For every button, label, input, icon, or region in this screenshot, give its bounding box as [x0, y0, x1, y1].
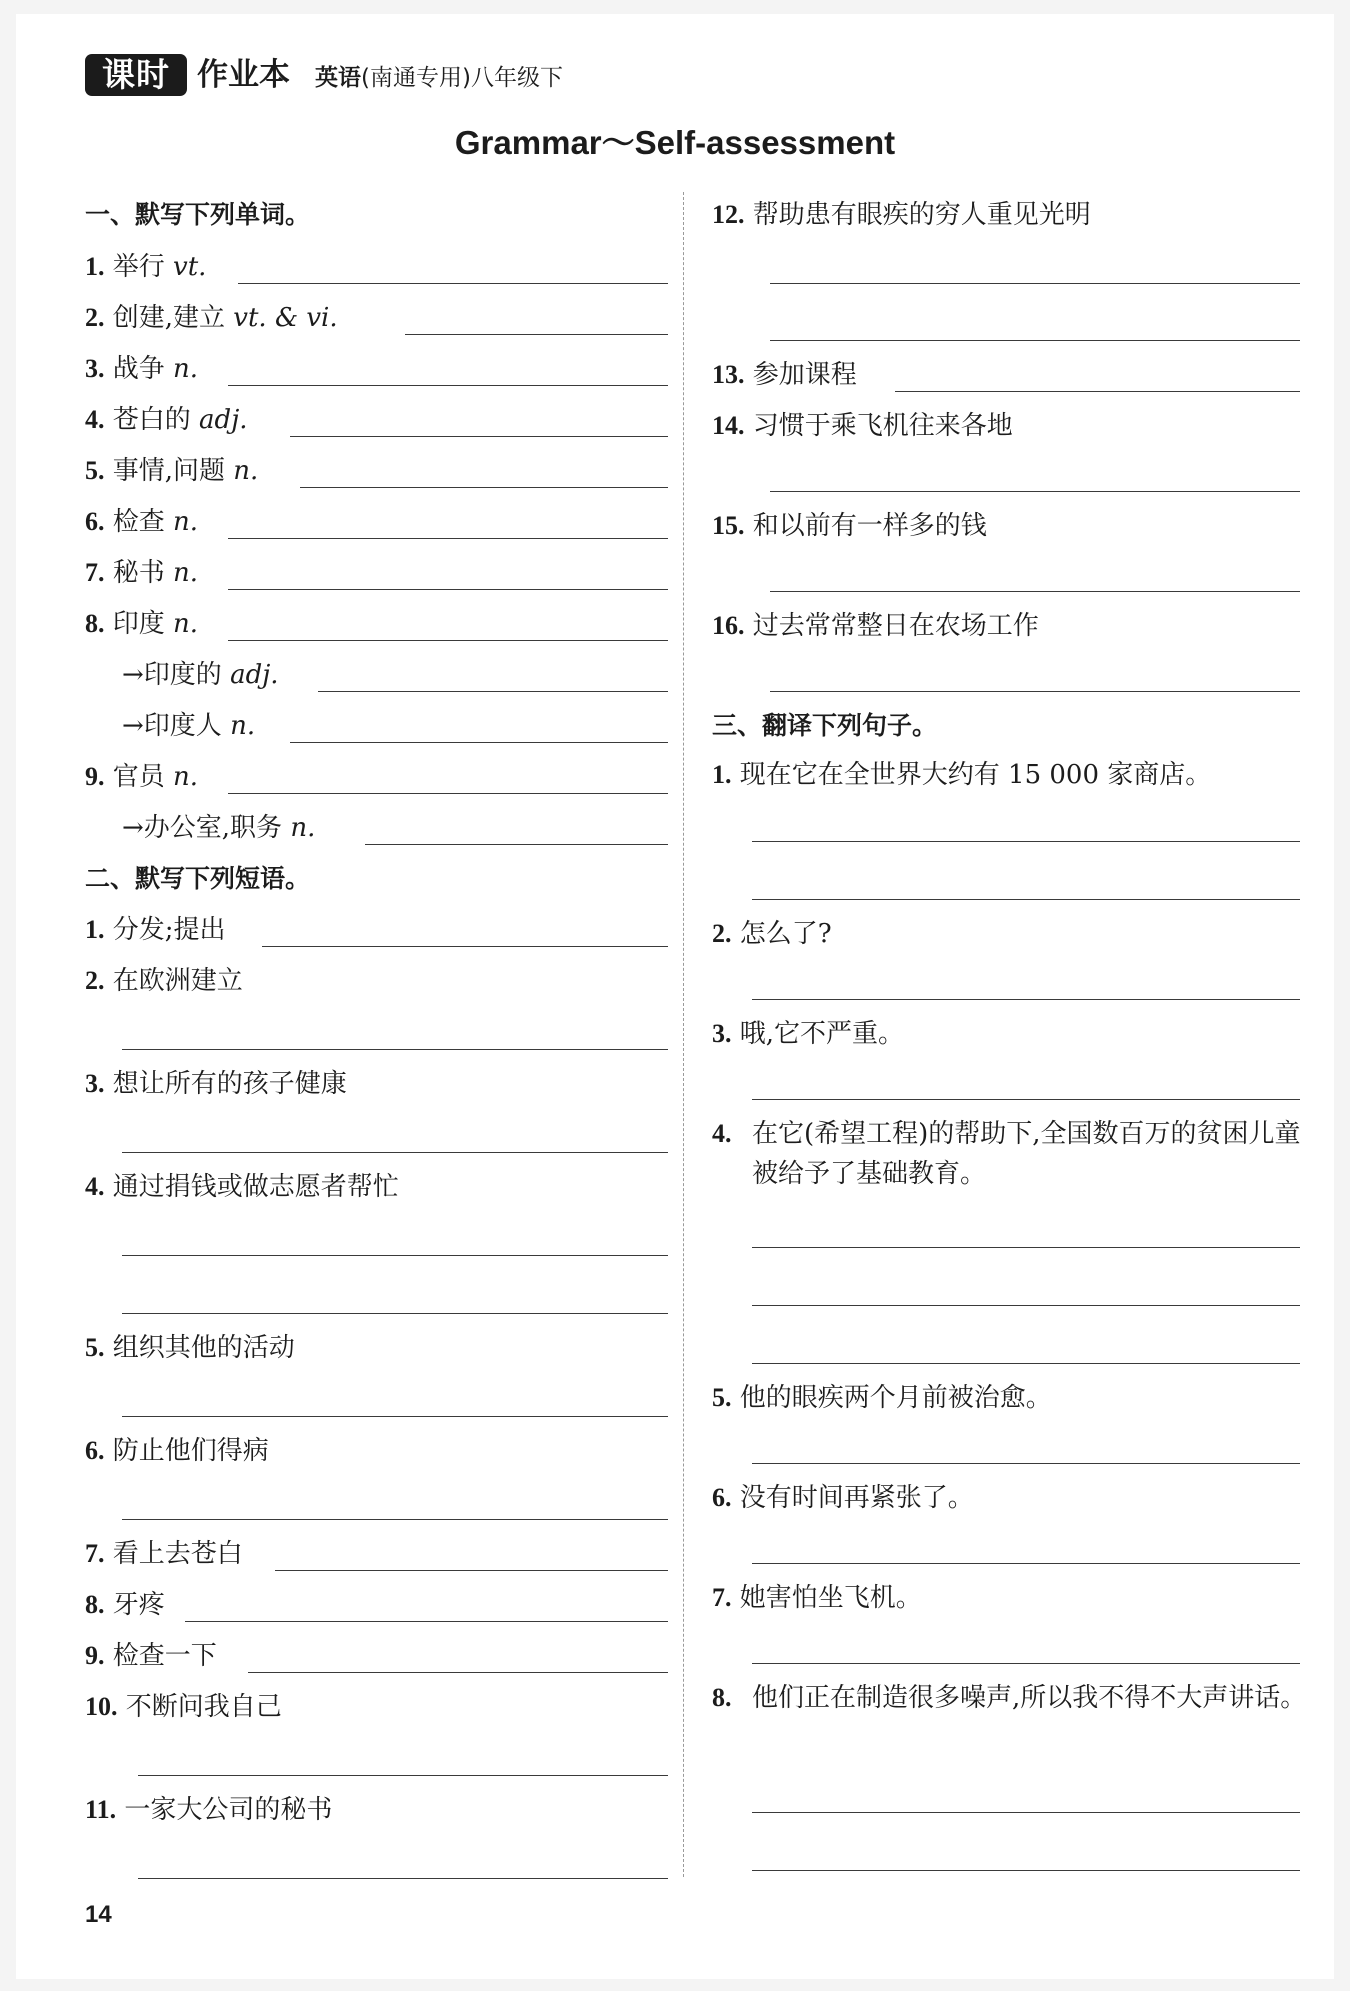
answer-blank[interactable]: [770, 283, 1300, 284]
item-prompt: 印度: [112, 609, 165, 639]
item-prompt: 他的眼疾两个月前被治愈。: [739, 1383, 1052, 1413]
item-prompt: 在它(希望工程)的帮助下,全国数百万的贫困儿童被给予了基础教育。: [752, 1119, 1301, 1189]
answer-blank[interactable]: [300, 487, 668, 488]
answer-blank[interactable]: [275, 1570, 668, 1571]
item-prompt: 习惯于乘飞机往来各地: [752, 411, 1013, 441]
answer-blank[interactable]: [770, 340, 1300, 341]
answer-blank[interactable]: [262, 946, 668, 947]
item-number: 1.: [85, 915, 105, 944]
item-number: 1.: [85, 252, 105, 281]
answer-blank[interactable]: [238, 283, 668, 284]
answer-blank[interactable]: [752, 1305, 1300, 1306]
item-prompt: 印度人: [143, 711, 222, 741]
item-number: 13.: [712, 360, 745, 389]
sentence-item: [712, 1114, 1350, 1194]
item-prompt: 防止他们得病: [112, 1436, 269, 1466]
part-of-speech: n.: [173, 762, 199, 792]
phrase-item: [85, 1687, 282, 1727]
word-derivative-item: [122, 706, 255, 746]
answer-blank[interactable]: [318, 691, 668, 692]
item-number: 2.: [712, 919, 732, 948]
answer-blank[interactable]: [752, 1663, 1300, 1664]
phrase-item: [85, 961, 243, 1001]
item-prompt: 举行: [112, 252, 165, 282]
section-heading-sentences: 三、翻译下列句子。: [712, 711, 938, 740]
sentence-item: [712, 1478, 974, 1518]
book-name: 作业本: [197, 57, 290, 93]
part-of-speech: n.: [290, 813, 316, 843]
phrase-item: [85, 1790, 332, 1830]
answer-blank[interactable]: [138, 1878, 668, 1879]
item-prompt: 牙疼: [112, 1590, 165, 1620]
grade-label: 八年级下: [470, 65, 563, 91]
item-prompt: 战争: [112, 354, 165, 384]
item-prompt: 怎么了?: [739, 919, 832, 949]
word-item: [85, 298, 338, 338]
item-number: 6.: [85, 507, 105, 536]
item-prompt: 组织其他的活动: [112, 1333, 295, 1363]
answer-blank[interactable]: [228, 589, 668, 590]
answer-blank[interactable]: [122, 1255, 668, 1256]
item-number: 7.: [85, 1539, 105, 1568]
answer-blank[interactable]: [290, 436, 668, 437]
item-prompt: 过去常常整日在农场工作: [752, 611, 1039, 641]
answer-blank[interactable]: [228, 385, 668, 386]
answer-blank[interactable]: [138, 1775, 668, 1776]
answer-blank[interactable]: [752, 1812, 1300, 1813]
item-prompt: 创建,建立: [112, 303, 226, 333]
item-number: 2.: [85, 966, 105, 995]
item-number: 5.: [85, 1333, 105, 1362]
answer-blank[interactable]: [752, 1247, 1300, 1248]
item-prompt: 想让所有的孩子健康: [112, 1069, 347, 1099]
answer-blank[interactable]: [228, 538, 668, 539]
answer-blank[interactable]: [770, 591, 1300, 592]
item-number: 9.: [85, 762, 105, 791]
word-item: [85, 757, 198, 797]
item-number: 1.: [712, 760, 732, 789]
arrow-icon: →: [122, 813, 144, 843]
item-number: 8.: [85, 609, 105, 638]
item-prompt: 检查一下: [112, 1641, 217, 1671]
page-number: 14: [85, 1901, 112, 1928]
phrase-item: [712, 606, 1039, 646]
item-prompt: 苍白的: [112, 405, 191, 435]
answer-blank[interactable]: [290, 742, 668, 743]
answer-blank[interactable]: [752, 1870, 1300, 1871]
word-derivative-item: [122, 808, 315, 848]
item-prompt: 官员: [112, 762, 165, 792]
arrow-icon: →: [122, 711, 144, 741]
answer-blank[interactable]: [752, 899, 1300, 900]
item-prompt: 帮助患有眼疾的穷人重见光明: [752, 200, 1091, 230]
item-number: 3.: [85, 354, 105, 383]
item-prompt: 一家大公司的秘书: [124, 1795, 333, 1825]
answer-blank[interactable]: [122, 1313, 668, 1314]
answer-blank[interactable]: [122, 1416, 668, 1417]
part-of-speech: n.: [173, 558, 199, 588]
word-item: [85, 400, 248, 440]
item-number: 2.: [85, 303, 105, 332]
word-item: [85, 502, 198, 542]
section-heading-phrases: 二、默写下列短语。: [85, 864, 311, 893]
word-item: [85, 349, 198, 389]
sentence-item: [712, 755, 1211, 795]
section-heading-words: 一、默写下列单词。: [85, 200, 311, 229]
phrase-item: [85, 1431, 269, 1471]
book-logo: 课时: [85, 54, 187, 96]
phrase-item: [712, 406, 1013, 446]
item-number: 4.: [712, 1119, 732, 1148]
part-of-speech: n.: [233, 456, 259, 486]
item-number: 3.: [712, 1019, 732, 1048]
item-number: 15.: [712, 511, 745, 540]
item-prompt: 他们正在制造很多噪声,所以我不得不大声讲话。: [752, 1683, 1307, 1713]
phrase-item: [712, 506, 987, 546]
item-number: 3.: [85, 1069, 105, 1098]
answer-blank[interactable]: [895, 391, 1300, 392]
item-number: 10.: [85, 1692, 118, 1721]
phrase-item: [85, 1534, 243, 1574]
answer-blank[interactable]: [122, 1049, 668, 1050]
item-prompt: 分发;提出: [112, 915, 226, 945]
answer-blank[interactable]: [248, 1672, 668, 1673]
answer-blank[interactable]: [122, 1152, 668, 1153]
part-of-speech: n.: [230, 711, 256, 741]
phrase-item: [85, 1636, 217, 1676]
sentence-item: [712, 1378, 1052, 1418]
item-prompt: 检查: [112, 507, 165, 537]
item-prompt: 印度的: [143, 660, 222, 690]
item-number: 8.: [85, 1590, 105, 1619]
answer-blank[interactable]: [752, 1363, 1300, 1364]
item-number: 4.: [85, 1172, 105, 1201]
phrase-item: [85, 1167, 399, 1207]
part-of-speech: vt.: [173, 252, 207, 282]
answer-blank[interactable]: [228, 640, 668, 641]
sentence-item: [712, 914, 832, 954]
item-prompt: 事情,问题: [112, 456, 226, 486]
word-item: [85, 247, 206, 287]
word-item: [85, 553, 198, 593]
column-divider: [683, 192, 684, 1877]
item-number: 8.: [712, 1683, 732, 1712]
answer-blank[interactable]: [365, 844, 668, 845]
answer-blank[interactable]: [752, 841, 1300, 842]
word-item: [85, 604, 198, 644]
answer-blank[interactable]: [752, 1463, 1300, 1464]
answer-blank[interactable]: [228, 793, 668, 794]
answer-blank[interactable]: [405, 334, 668, 335]
item-prompt: 和以前有一样多的钱: [752, 511, 987, 541]
edition-label: (南通专用): [361, 65, 471, 91]
answer-blank[interactable]: [770, 691, 1300, 692]
answer-blank[interactable]: [185, 1621, 668, 1622]
item-number: 14.: [712, 411, 745, 440]
item-prompt: 通过捐钱或做志愿者帮忙: [112, 1172, 399, 1202]
item-number: 4.: [85, 405, 105, 434]
item-number: 7.: [85, 558, 105, 587]
item-number: 6.: [712, 1483, 732, 1512]
item-prompt: 没有时间再紧张了。: [739, 1483, 974, 1513]
item-number: 9.: [85, 1641, 105, 1670]
phrase-item: [712, 355, 857, 395]
item-number: 7.: [712, 1583, 732, 1612]
item-prompt: 看上去苍白: [112, 1539, 243, 1569]
item-prompt: 她害怕坐飞机。: [739, 1583, 922, 1613]
item-prompt: 办公室,职务: [143, 813, 283, 843]
item-prompt: 秘书: [112, 558, 165, 588]
item-number: 16.: [712, 611, 745, 640]
item-number: 12.: [712, 200, 745, 229]
answer-blank[interactable]: [770, 491, 1300, 492]
answer-blank[interactable]: [752, 999, 1300, 1000]
item-number: 6.: [85, 1436, 105, 1465]
item-prompt: 不断问我自己: [125, 1692, 282, 1722]
phrase-item: [85, 1585, 165, 1625]
part-of-speech: n.: [173, 507, 199, 537]
answer-blank[interactable]: [122, 1519, 668, 1520]
part-of-speech: n.: [173, 354, 199, 384]
part-of-speech: n.: [173, 609, 199, 639]
item-prompt: 哦,它不严重。: [739, 1019, 905, 1049]
phrase-item: [712, 195, 1091, 235]
sentence-item: [712, 1014, 904, 1054]
sentence-item: [712, 1578, 922, 1618]
arrow-icon: →: [122, 660, 144, 690]
subject-name: 英语: [315, 65, 361, 91]
item-number: 5.: [712, 1383, 732, 1412]
sentence-item: [712, 1678, 1350, 1718]
book-subject: [315, 62, 563, 94]
word-derivative-item: [122, 655, 279, 695]
phrase-item: [85, 1328, 295, 1368]
word-item: [85, 451, 258, 491]
phrase-item: [85, 910, 226, 950]
item-prompt: 现在它在全世界大约有 15 000 家商店。: [739, 760, 1212, 790]
page-title: Grammar～Self-assessment: [454, 124, 896, 161]
answer-blank[interactable]: [752, 1563, 1300, 1564]
part-of-speech: adj.: [230, 660, 279, 690]
item-number: 11.: [85, 1795, 117, 1824]
item-prompt: 在欧洲建立: [112, 966, 243, 996]
answer-blank[interactable]: [752, 1099, 1300, 1100]
item-number: 5.: [85, 456, 105, 485]
phrase-item: [85, 1064, 347, 1104]
part-of-speech: adj.: [199, 405, 248, 435]
item-prompt: 参加课程: [752, 360, 857, 390]
part-of-speech: vt. & vi.: [233, 303, 338, 333]
